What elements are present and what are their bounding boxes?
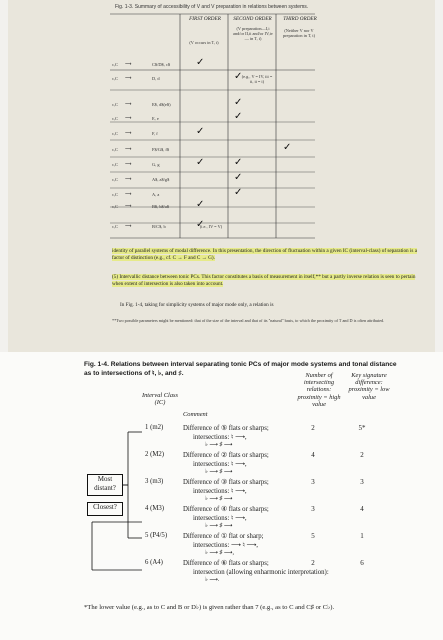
comment-text: Difference of ① flat or sharp; [183, 533, 264, 540]
intersection-symbols: ♭ ⟶ ♯ ⟶ [205, 496, 233, 502]
row-source-label: c,C [112, 147, 118, 152]
row-source-label: c,C [112, 76, 118, 81]
comment-text: Difference of ⑤ flats or sharps; [183, 425, 269, 432]
row-source-label: c,C [112, 177, 118, 182]
checkmark-icon: ✓ [196, 199, 205, 210]
second-order-note: (e.g., V = IV, iii = ii, ii = i) [241, 74, 273, 84]
intersection-count-value: 4 [311, 451, 315, 459]
comment-text: Difference of ② flats or sharps; [183, 452, 269, 459]
intersection-count-value: 2 [311, 559, 315, 567]
row-source-label: c,C [112, 204, 118, 209]
body-paragraph-1 [112, 248, 417, 262]
closest-box: Closest? [87, 502, 123, 516]
col-comment: Comment [183, 411, 208, 418]
row-target-label: F, f [152, 131, 158, 136]
header-third-order: THIRD ORDER [283, 16, 317, 22]
row-target-label: C$/D$, c$ [152, 62, 171, 67]
comment-text: Difference of ④ flats or sharps; [183, 506, 269, 513]
interval-class-label: 1 (m2) [145, 424, 164, 431]
row-arrow-icon: ⟶ [125, 61, 132, 66]
row-source-label: c,C [112, 62, 118, 67]
third-order-subheader: (Neither V nor V preparation in T, t) [282, 28, 316, 38]
header-second-order: SECOND ORDER [233, 16, 272, 22]
row-arrow-icon: ⟶ [125, 101, 132, 106]
checkmark-icon: ✓ [234, 157, 243, 168]
second-order-subheader: (V preparation—I,i and/or II,ii and/or IV,iv— in T, t) [233, 26, 273, 41]
interval-class-label: 6 (A4) [145, 559, 163, 566]
interval-class-label: 2 (M2) [145, 451, 165, 458]
interval-class-label: 3 (m3) [145, 478, 164, 485]
row-target-label: B/C$, b [152, 224, 166, 229]
row-arrow-icon: ⟶ [125, 223, 132, 228]
checkmark-icon: ✓ [196, 219, 205, 230]
highlighted-text: (5) Intervallic distance between tonic PCs. This factor constitutes a basis of measurement in itself,** but a partly inverse relation is seen to pertain when extent of intersection is also taken into account. [112, 274, 416, 287]
intersection-symbols: ♭ ⟶ ♯ ⟶, [205, 550, 235, 556]
row-arrow-icon: ⟶ [125, 191, 132, 196]
row-source-label: c,C [112, 116, 118, 121]
key-signature-difference-value: 2 [360, 451, 364, 459]
row-source-label: c,C [112, 131, 118, 136]
checkmark-icon: ✓ [234, 111, 243, 122]
key-signature-difference-value: 1 [360, 532, 364, 540]
checkmark-icon: ✓ [283, 142, 292, 153]
intersection-text: intersections: ♮ ⟶, [193, 488, 247, 495]
intersection-count-value: 3 [311, 505, 315, 513]
intersection-text: intersections: ♮ ⟶, [193, 434, 247, 441]
intersection-text: intersections: ♮ ⟶, [193, 515, 247, 522]
key-signature-difference-value: 5* [358, 424, 366, 432]
comment-text: Difference of ⑥ flats or sharps; [183, 560, 269, 567]
fig-1-4-bracket-lines [0, 352, 443, 640]
intersection-text: intersections: ⟶ ♮ ⟶, [193, 542, 258, 549]
body-paragraph-2 [112, 274, 417, 288]
row-target-label: E, e [152, 116, 159, 121]
top-footnote: **Two possible parameters might be mentioned: that of the size of the interval and that of its "natural" basis, to which the proximity of T and D is often attributed. [112, 318, 385, 323]
row-source-label: c,C [112, 102, 118, 107]
col-number-of-relations: Number of intersecting relations: proximity = high value [297, 372, 341, 408]
row-source-label: c,C [112, 162, 118, 167]
checkmark-icon: ✓ [234, 97, 243, 108]
highlighted-text: identity of parallel systems of modal difference. In this presentation, the direction of fluctuation within a given IC (interval-class) of separation is a factor of distinction (e.g., cf. C → F and C → G). [112, 248, 418, 261]
row-arrow-icon: ⟶ [125, 161, 132, 166]
row-target-label: A, a [152, 192, 160, 197]
first-order-subheader: (V occurs in T, t) [189, 40, 219, 45]
intersection-count-value: 2 [311, 424, 315, 432]
intersection-symbols: ♭ ⟶ ♯ ⟶ [205, 523, 233, 529]
row-arrow-icon: ⟶ [125, 203, 132, 208]
header-first-order: FIRST ORDER [189, 16, 221, 22]
row-source-label: c,C [112, 192, 118, 197]
interval-class-label: 4 (M3) [145, 505, 165, 512]
row-target-label: E$, d$(e$) [152, 102, 171, 107]
row-target-label: A$, a$/g$ [152, 177, 170, 182]
row-arrow-icon: ⟶ [125, 115, 132, 120]
intersection-symbols: ♭ ⟶ ♯ ⟶ [205, 442, 233, 448]
intersection-count-value: 3 [311, 478, 315, 486]
row-source-label: c,C [112, 224, 118, 229]
first-order-note: (i.e., IV = V) [199, 224, 223, 229]
key-signature-difference-value: 6 [360, 559, 364, 567]
checkmark-icon: ✓ [196, 157, 205, 168]
key-signature-difference-value: 3 [360, 478, 364, 486]
intersection-text: intersection (allowing enharmonic interpretation): [193, 569, 329, 576]
row-arrow-icon: ⟶ [125, 75, 132, 80]
intersection-text: intersections: ♮ ⟶, [193, 461, 247, 468]
intersection-symbols: ♭ ⟶ ♯ ⟶ [205, 469, 233, 475]
row-target-label: G, g [152, 162, 160, 167]
checkmark-icon: ✓ [196, 126, 205, 137]
interval-class-label: 5 (P4/5) [145, 532, 168, 539]
row-arrow-icon: ⟶ [125, 130, 132, 135]
row-target-label: D, d [152, 76, 160, 81]
row-arrow-icon: ⟶ [125, 146, 132, 151]
comment-text: Difference of ③ flats or sharps; [183, 479, 269, 486]
row-arrow-icon: ⟶ [125, 176, 132, 181]
most-distant-box: Most distant? [87, 474, 123, 496]
row-target-label: F$/G$, f$ [152, 147, 170, 152]
fig-1-4-caption: Fig. 1-4. Relations between interval separating tonic PCs of major mode systems and tonal distance as to intersections of ♮, ♭, and ♯. [84, 361, 397, 377]
row-target-label: B$, b$/a$ [152, 204, 170, 209]
checkmark-icon: ✓ [234, 187, 243, 198]
bottom-footnote: *The lower value (e.g., as to C and B or D♭) is given rather than 7 (e.g., as to C and C♯ or C♭). [84, 604, 335, 611]
body-paragraph-3: In Fig. 1-4, taking for simplicity systems of major mode only, a relation is [120, 302, 274, 308]
checkmark-icon: ✓ [234, 71, 243, 82]
intersection-count-value: 5 [311, 532, 315, 540]
key-signature-difference-value: 4 [360, 505, 364, 513]
fig-1-3-caption: Fig. 1-3. Summary of accessibility of V and V preparation in relations between systems. [115, 4, 309, 10]
checkmark-icon: ✓ [196, 57, 205, 68]
col-key-signature: Key signature difference: proximity = low value [348, 372, 390, 401]
col-interval-class: Interval Class (IC) [141, 392, 179, 407]
intersection-symbols: ♭ ⟶. [205, 577, 220, 583]
checkmark-icon: ✓ [234, 172, 243, 183]
